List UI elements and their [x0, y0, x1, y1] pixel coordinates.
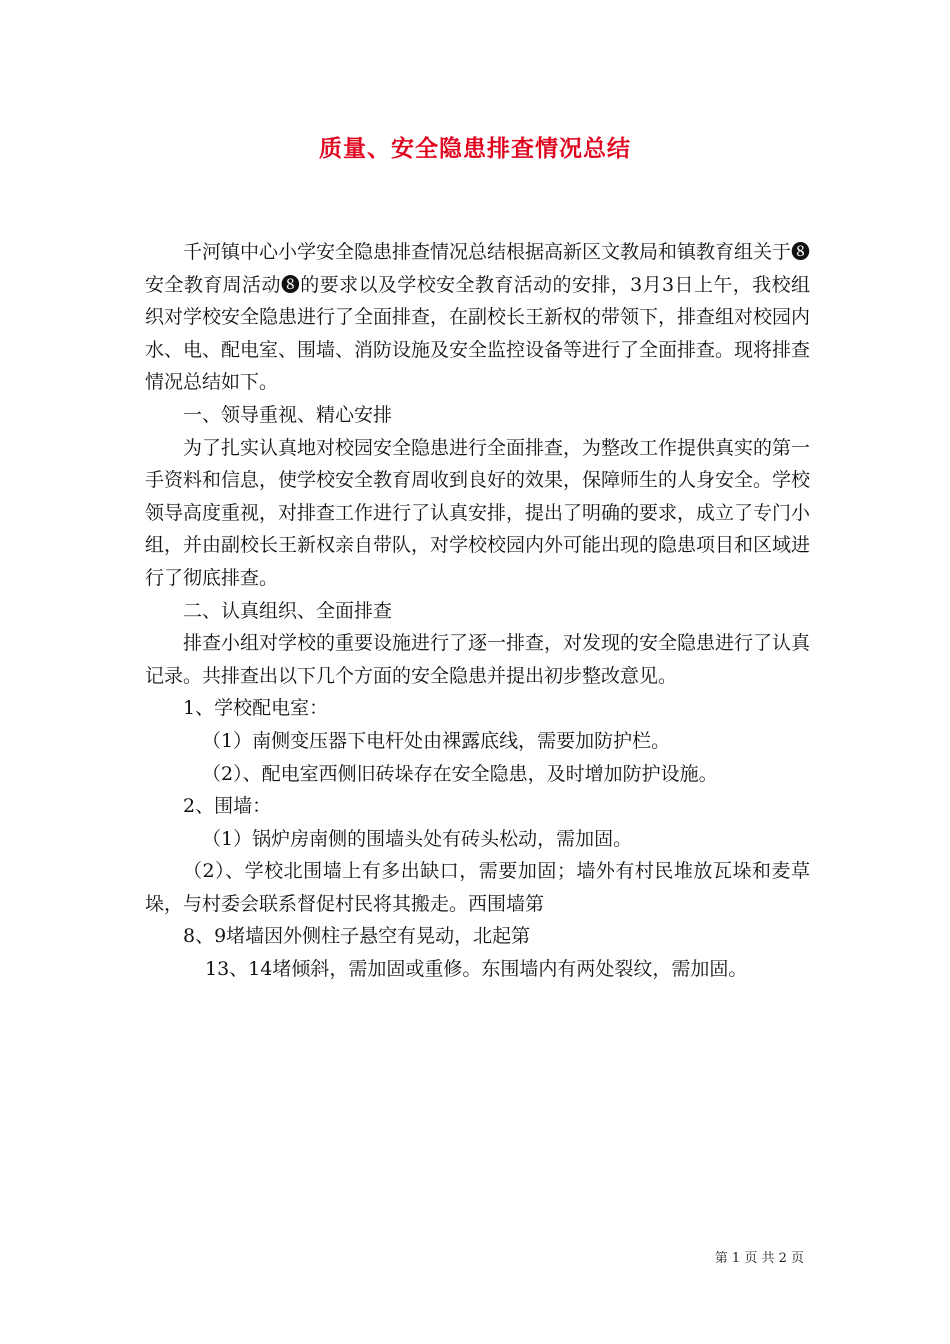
intro-paragraph: 千河镇中心小学安全隐患排查情况总结根据高新区文教局和镇教育组关于❽安全教育周活动❽的要求以及学校安全教育活动的安排，3月3日上午，我校组织对学校安全隐患进行了全面排查，在副校长王新权的带领下，排查组对校园内水、电、配电室、围墙、消防设施及安全监控设备等进行了全面排查。现将排查情况总结如下。	[145, 241, 811, 394]
item-heading-2: 2、围墙：	[183, 795, 272, 818]
section-heading-1: 一、领导重视、精心安排	[183, 403, 393, 426]
section-1-paragraph: 为了扎实认真地对校园安全隐患进行全面排查，为整改工作提供真实的第一手资料和信息，使学校安全教育周收到良好的效果，保障师生的人身安全。学校领导高度重视，对排查工作进行了认真安排，提出了明确的要求，成立了专门小组，并由副校长王新权亲自带队，对学校校园内外可能出现的隐患项目和区域进行了彻底排查。	[145, 436, 811, 589]
item-2-2-cont-2: 13、14堵倾斜，需加固或重修。东围墙内有两处裂纹，需加固。	[205, 958, 748, 981]
item-2-2-cont-1: 8、9堵墙因外侧柱子悬空有晃动，北起第	[183, 925, 531, 948]
document-body	[145, 236, 810, 986]
section-heading-2: 二、认真组织、全面排查	[183, 599, 393, 622]
section-2-paragraph: 排查小组对学校的重要设施进行了逐一排查，对发现的安全隐患进行了认真记录。共排查出以下几个方面的安全隐患并提出初步整改意见。	[145, 632, 811, 687]
item-2-1: （1）锅炉房南侧的围墙头处有砖头松动，需加固。	[202, 827, 633, 850]
item-heading-1: 1、学校配电室：	[183, 697, 329, 720]
document-title: 质量、安全隐患排查情况总结	[319, 135, 631, 162]
item-2-2: （2）、学校北围墙上有多出缺口，需要加固；墙外有村民堆放瓦垛和麦草垛，与村委会联系督促村民将其搬走。西围墙第	[145, 860, 810, 915]
item-1-2: （2）、配电室西侧旧砖垛存在安全隐患，及时增加防护设施。	[202, 762, 718, 785]
page-footer: 第 1 页 共 2 页	[714, 1251, 804, 1266]
item-1-1: （1）南侧变压器下电杆处由裸露底线，需要加防护栏。	[202, 729, 671, 752]
